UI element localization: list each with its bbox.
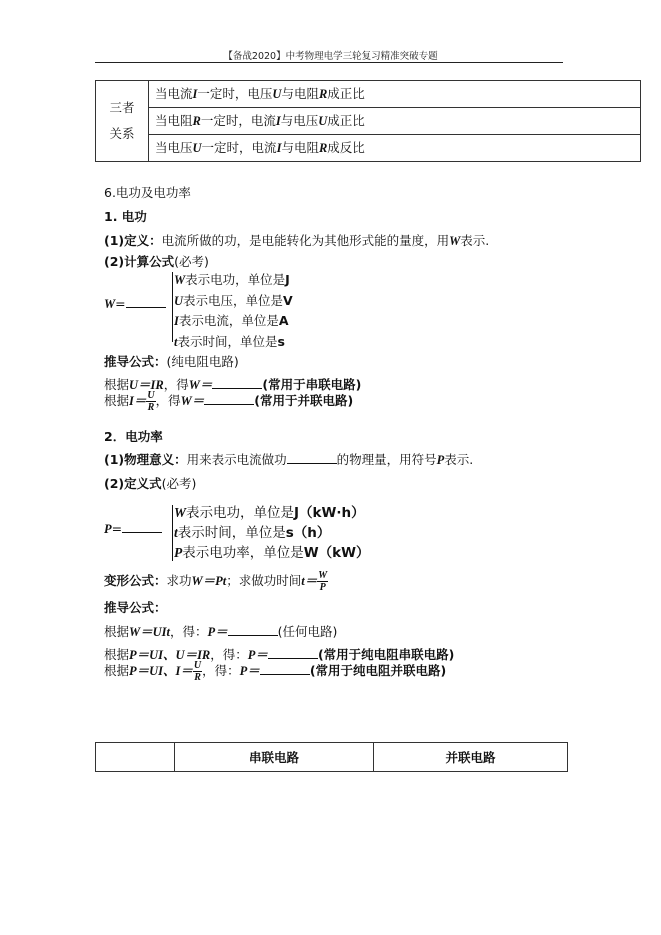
relation-label-cell [96,81,149,162]
compare-header-blank [96,743,175,772]
relation-row: 当电阻R一定时，电流I与电压U成正比 [149,108,641,135]
work-heading: 1. 电功 [104,209,147,224]
work-derive-1: 根据U＝IR，得W＝ (常用于串联电路) [104,377,362,392]
power-derive-1-blank[interactable] [228,625,278,636]
power-derive-3-blank[interactable] [260,664,310,675]
relation-table [95,80,641,162]
power-legend [174,503,370,563]
power-formula-blank[interactable] [122,522,162,533]
work-derive-2-blank[interactable] [204,394,254,405]
legend-item: P表示电功率，单位是W（kW） [174,545,370,561]
page-header: 【备战2020】中考物理电学三轮复习精准突破专题 [223,51,438,62]
legend-item: t表示时间，单位是s [174,333,285,349]
power-meaning-blank[interactable] [287,453,337,464]
power-brace [172,505,173,561]
work-derive-label: 推导公式：(纯电阻电路) [104,354,239,369]
fraction: $\frac{U}{R}$ [193,660,202,683]
section-title: 6.电功及电功率 [104,185,191,200]
work-derive-2: 根据I＝ $\frac{U}{R}$ ，得W＝ (常用于并联电路) [104,390,354,413]
legend-item: t表示时间，单位是s（h） [174,525,331,541]
power-def-label: (2)定义式(必考) [104,476,197,491]
power-transform: 变形公式：求功W＝Pt；求做功时间t＝ $\frac{W}{P}$ [104,570,328,593]
fraction: $\frac{W}{P}$ [318,570,328,593]
work-definition: (1)定义：电流所做的功，是电能转化为其他形式能的量度，用W表示. [104,233,490,248]
work-legend [174,270,293,352]
header-divider [95,62,563,63]
relation-label-line2: 关系 [109,126,135,141]
power-derive-3: 根据P＝UI、I＝ $\frac{U}{R}$ ，得：P＝ (常用于纯电阻并联电路) [104,660,447,683]
fraction: $\frac{U}{R}$ [147,390,155,413]
compare-header-series: 串联电路 [175,743,374,772]
power-derive-label: 推导公式： [104,600,167,615]
legend-item: I表示电流，单位是A [174,313,289,328]
power-formula: P= [104,521,162,537]
work-derive-1-blank[interactable] [212,378,262,389]
relation-row: 当电流I一定时，电压U与电阻R成正比 [149,81,641,108]
work-formula-blank[interactable] [126,297,166,308]
relation-row: 当电压U一定时，电流I与电阻R成反比 [149,135,641,162]
power-derive-1: 根据W＝UIt，得：P＝ (任何电路) [104,624,338,639]
compare-header-parallel: 并联电路 [374,743,568,772]
compare-table [95,742,568,772]
power-meaning: (1)物理意义：用来表示电流做功 的物理量，用符号P表示. [104,452,474,467]
work-calc-label: (2)计算公式(必考) [104,254,209,269]
work-formula: W= [104,296,166,312]
legend-item: U表示电压，单位是V [174,292,293,308]
relation-label-line1: 三者 [109,100,135,115]
work-brace [172,272,173,342]
power-heading: 2．电功率 [104,429,163,444]
legend-item: W表示电功，单位是J [174,272,290,287]
power-derive-2: 根据P＝UI、U＝IR，得：P＝ (常用于纯电阻串联电路) [104,647,455,662]
legend-item: W表示电功，单位是J（kW·h） [174,505,365,521]
power-derive-2-blank[interactable] [268,648,318,659]
